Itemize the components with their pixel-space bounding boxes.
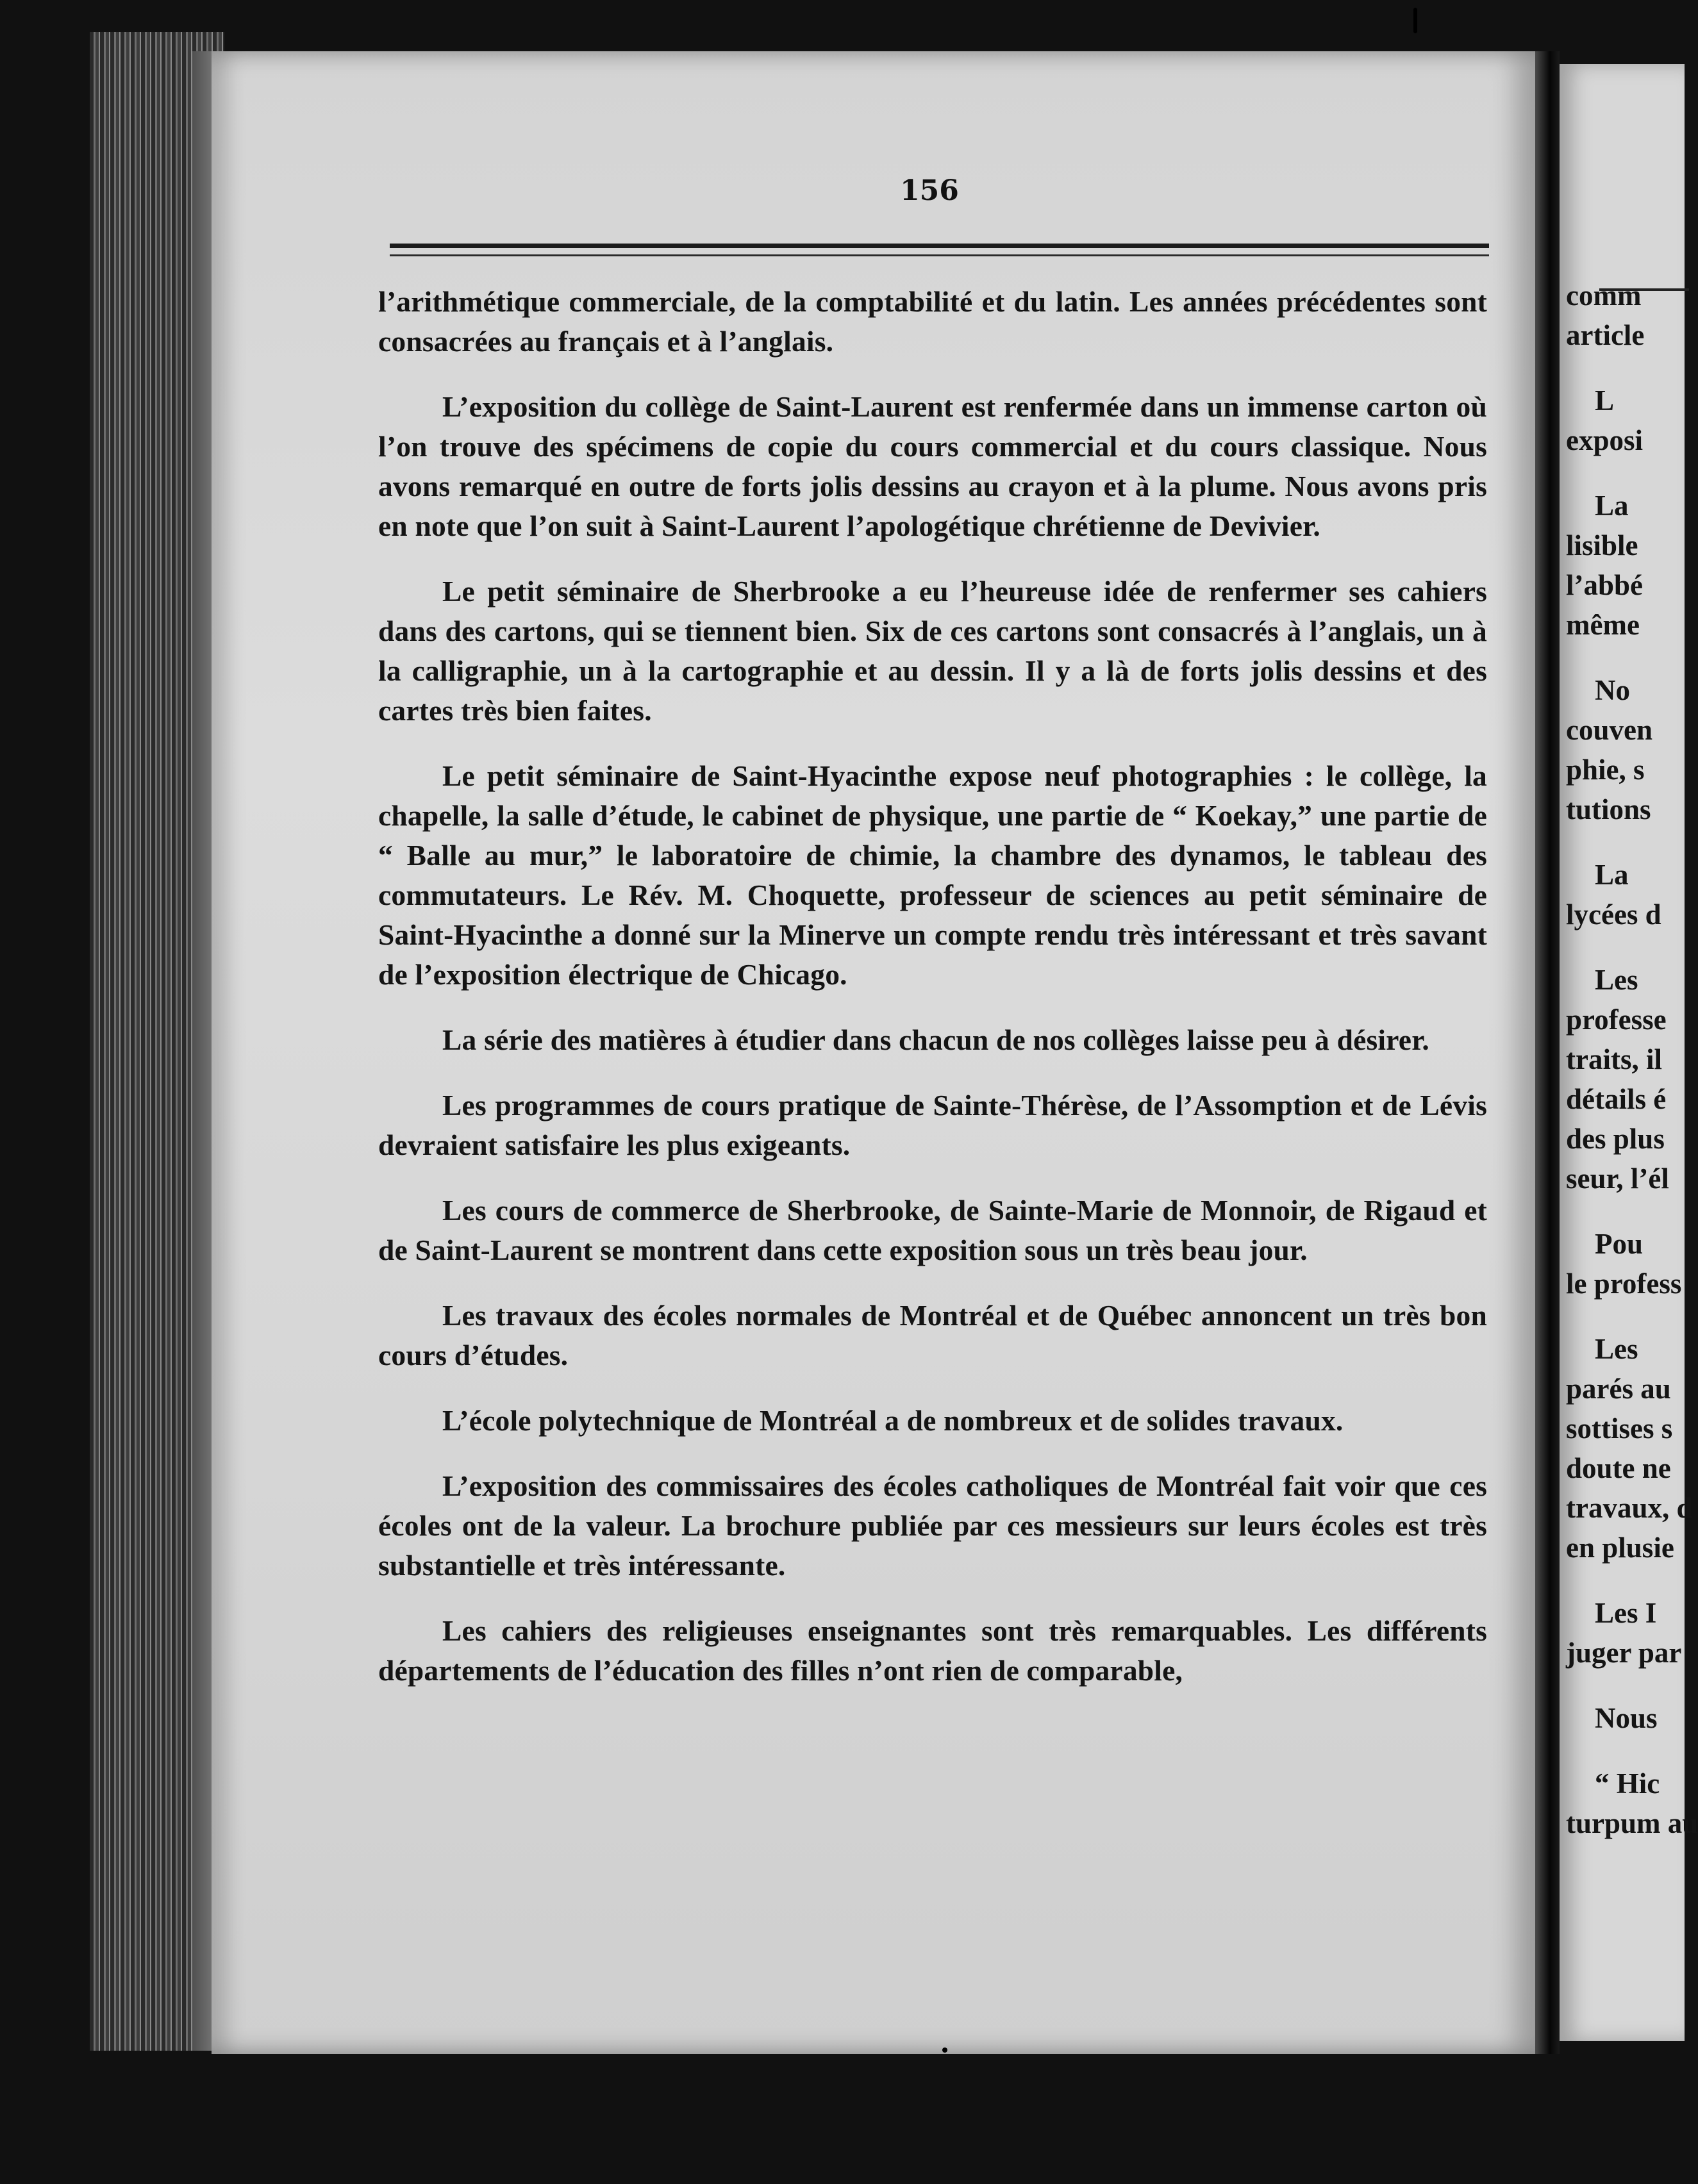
- line-gap: [1566, 645, 1694, 670]
- right-page-line: phie, s: [1566, 754, 1645, 786]
- right-page-line: juger par: [1566, 1637, 1682, 1669]
- right-page-line: le profess: [1566, 1268, 1682, 1300]
- right-page-line: des plus: [1566, 1123, 1665, 1155]
- right-page-line: exposi: [1566, 424, 1644, 456]
- line-gap: [1566, 1568, 1694, 1593]
- right-page-line: même: [1566, 609, 1640, 641]
- line-gap: [1566, 1198, 1694, 1224]
- paragraph: Le petit séminaire de Sherbrooke a eu l’heureuse idée de renfermer ses cahiers dans des cartons, qui se tiennent bien. Six de ces cartons sont consacrés à l’anglais, un à la calligraphie, un à la cartographie et au dessin. Il y a là de forts jolis dessins et des cartes très bien faites.: [378, 575, 1487, 727]
- right-page-line: lisible: [1566, 529, 1638, 561]
- line-gap: [1566, 1673, 1694, 1698]
- page-number: 156: [900, 174, 959, 207]
- right-page-line: doute ne: [1566, 1452, 1671, 1484]
- right-page-line: Pou: [1595, 1228, 1644, 1260]
- right-page-line: lycées d: [1566, 898, 1661, 931]
- right-page-text: [1566, 276, 1698, 1843]
- right-page-line: La: [1595, 490, 1629, 522]
- right-page-line: article: [1566, 319, 1645, 351]
- right-page-line: professe: [1566, 1004, 1667, 1036]
- header-rule-thin: [390, 254, 1489, 256]
- line-gap: [1566, 1303, 1694, 1329]
- paragraph: Les travaux des écoles normales de Montréal et de Québec annoncent un très bon cours d’études.: [378, 1299, 1487, 1371]
- right-page-line: Les: [1595, 964, 1638, 996]
- book-gutter: [1535, 51, 1560, 2054]
- line-gap: [1566, 829, 1694, 855]
- line-gap: [1566, 1738, 1694, 1764]
- right-page-line: parés au: [1566, 1373, 1671, 1405]
- line-gap: [1566, 460, 1694, 486]
- right-page-line: L: [1595, 385, 1615, 417]
- right-page-line: Les I: [1595, 1597, 1657, 1629]
- paragraph: Le petit séminaire de Saint-Hyacinthe expose neuf photographies : le collège, la chapelle, la salle d’étude, le cabinet de physique, une partie de “ Koekay,” une partie de “ Balle au mur,” le laboratoire de chimie, la chambre des dynamos, le tableau des commutateurs. Le Rév. M. Choquette, professeur de sciences au petit séminaire de Saint-Hyacinthe a donné sur la Minerve un compte rendu très intéressant et très savant de l’exposition électrique de Chicago.: [378, 759, 1487, 991]
- right-page-line: “ Hic: [1595, 1767, 1660, 1799]
- right-page-line: No: [1595, 674, 1630, 706]
- page-body: [378, 282, 1487, 1691]
- right-page-line: seur, l’él: [1566, 1162, 1669, 1195]
- line-gap: [1566, 934, 1694, 960]
- dust-speck: [1413, 8, 1417, 33]
- paragraph: Les programmes de cours pratique de Sainte-Thérèse, de l’Assomption et de Lévis devraient satisfaire les plus exigeants.: [378, 1089, 1487, 1161]
- paragraph: L’exposition du collège de Saint-Laurent est renfermée dans un immense carton où l’on trouve des spécimens de copie du cours commercial et du cours classique. Nous avons remarqué en outre de forts jolis dessins au crayon et à la plume. Nous avons pris en note que l’on suit à Saint-Laurent l’apologétique chrétienne de Devivier.: [378, 390, 1487, 542]
- right-page-line: en plusie: [1566, 1532, 1674, 1564]
- header-rule-thick: [390, 244, 1489, 248]
- right-page-line: travaux, d: [1566, 1492, 1693, 1524]
- right-page-line: La: [1595, 859, 1629, 891]
- paragraph: La série des matières à étudier dans chacun de nos collèges laisse peu à désirer.: [442, 1023, 1429, 1056]
- right-page-line: traits, il: [1566, 1043, 1662, 1075]
- paragraph: l’arithmétique commerciale, de la comptabilité et du latin. Les années précédentes sont consacrées au français et à l’anglais.: [378, 285, 1487, 358]
- paragraph: Les cours de commerce de Sherbrooke, de Sainte-Marie de Monnoir, de Rigaud et de Saint-Laurent se montrent dans cette exposition sous un très beau jour.: [378, 1194, 1487, 1266]
- right-page-line: l’abbé: [1566, 569, 1644, 601]
- paragraph: L’école polytechnique de Montréal a de nombreux et de solides travaux.: [442, 1404, 1344, 1437]
- right-page-line: Nous: [1595, 1702, 1658, 1734]
- paragraph: Les cahiers des religieuses enseignantes sont très remarquables. Les différents départements de l’éducation des filles n’ont rien de comparable,: [378, 1614, 1487, 1687]
- right-page-line: tutions: [1566, 793, 1651, 825]
- right-page-line: sottises s: [1566, 1412, 1673, 1444]
- paragraph: L’exposition des commissaires des écoles catholiques de Montréal fait voir que ces écoles ont de la valeur. La brochure publiée par ces messieurs sur leurs écoles est très substantielle et très intéressante.: [378, 1469, 1487, 1582]
- right-page-line: détails é: [1566, 1083, 1667, 1115]
- right-page-line: turpum au: [1566, 1807, 1698, 1839]
- right-page-line: comm: [1566, 279, 1642, 311]
- right-page-line: Les: [1595, 1333, 1638, 1365]
- dust-speck: [942, 2048, 947, 2053]
- right-page-line: couven: [1566, 714, 1652, 746]
- line-gap: [1566, 355, 1694, 381]
